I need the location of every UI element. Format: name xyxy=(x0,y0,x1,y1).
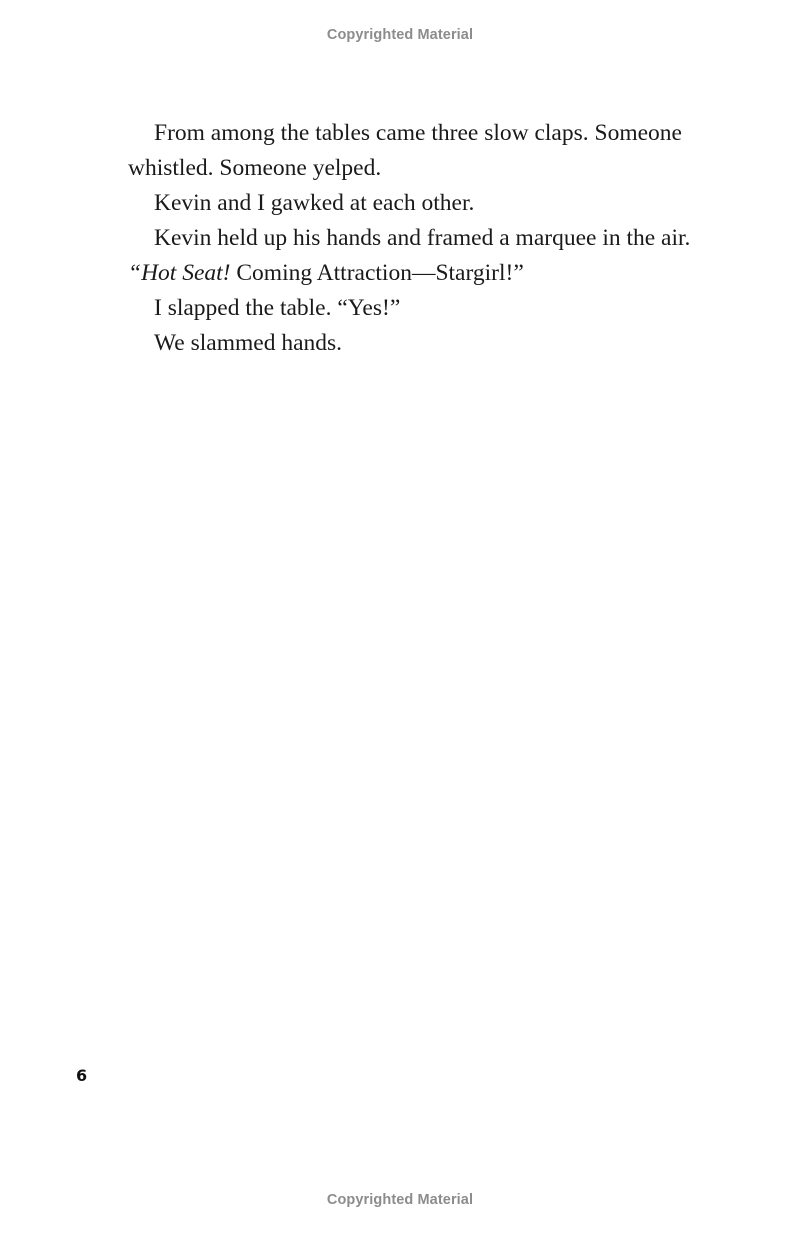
page-body-text xyxy=(128,116,728,361)
italic-hot-seat: “Hot Seat! xyxy=(128,260,231,286)
paragraph-line: Kevin held up his hands and framed a marquee in the air. xyxy=(154,225,691,251)
page-number: 6 xyxy=(76,1066,88,1085)
paragraph-line: I slapped the table. “Yes!” xyxy=(154,295,401,321)
paragraph-line: whistled. Someone yelped. xyxy=(128,155,382,181)
paragraph-line: We slammed hands. xyxy=(154,330,343,356)
paragraph-line: Kevin and I gawked at each other. xyxy=(154,190,475,216)
paragraph-line: From among the tables came three slow claps. Someone xyxy=(154,120,682,146)
copyright-watermark-top: Copyrighted Material xyxy=(326,27,474,43)
copyright-watermark-bottom: Copyrighted Material xyxy=(326,1192,474,1208)
paragraph-line-marquee xyxy=(128,256,728,291)
coming-attraction-text: Coming Attraction—Stargirl!” xyxy=(230,260,524,286)
